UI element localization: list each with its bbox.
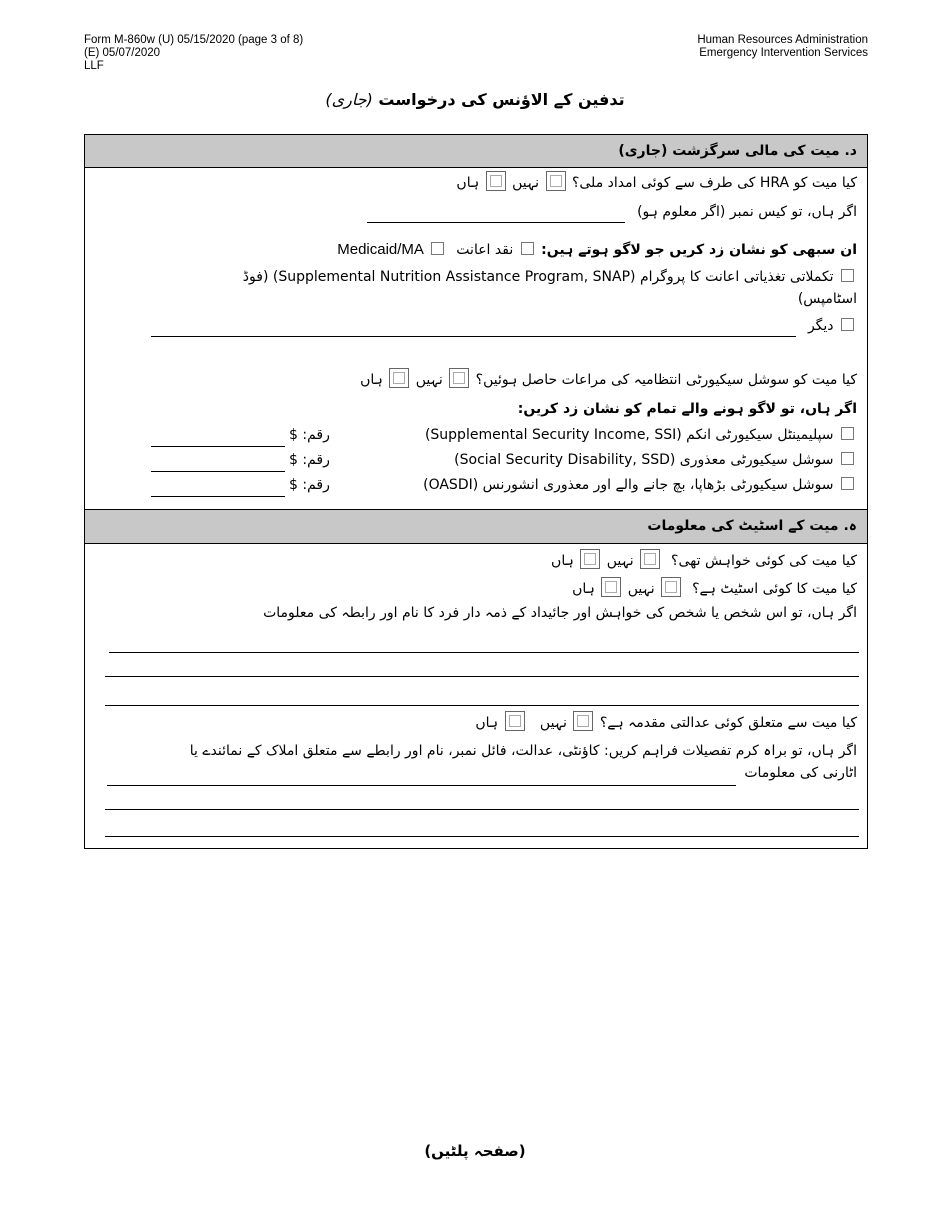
estate-yes-label: ہاں bbox=[572, 581, 595, 597]
responsible-person-field-2[interactable] bbox=[105, 676, 859, 677]
court-yes-label: ہاں bbox=[475, 715, 499, 731]
benefits-row bbox=[337, 241, 857, 258]
estate-no-label: نہیں bbox=[627, 581, 655, 597]
page-title bbox=[0, 90, 950, 109]
estate-no-checkbox[interactable] bbox=[661, 577, 681, 597]
agency-name: Human Resources Administration bbox=[697, 34, 868, 46]
ssa-no-label: نہیں bbox=[415, 372, 443, 388]
page-title-main: تدفین کے الاؤنس کی درخواست bbox=[378, 90, 625, 109]
form-number: Form M-860w (U) 05/15/2020 (page 3 of 8) bbox=[84, 34, 304, 46]
snap-row bbox=[243, 269, 857, 285]
hra-yes-label: ہاں bbox=[456, 175, 480, 191]
section-d-heading: د. میت کی مالی سرگزشت (جاری) bbox=[85, 134, 867, 168]
ssi-row bbox=[425, 427, 857, 443]
court-details-field-2[interactable] bbox=[105, 809, 859, 810]
if-yes-mark-all: اگر ہاں، تو لاگو ہونے والے تمام کو نشان زد کریں: bbox=[517, 401, 857, 417]
hra-yes-checkbox[interactable] bbox=[486, 171, 506, 191]
oasdi-row bbox=[423, 477, 857, 493]
ssd-row bbox=[454, 452, 857, 468]
ssa-question: کیا میت کو سوشل سیکیورٹی انتظامیہ کی مراعات حاصل ہوئیں؟ bbox=[475, 372, 857, 388]
cash-assistance-label: نقد اعانت bbox=[456, 242, 514, 258]
form-id-block bbox=[84, 34, 303, 73]
ssi-checkbox[interactable] bbox=[841, 427, 854, 440]
hra-question: کیا میت کو HRA کی طرف سے کوئی امداد ملی؟ bbox=[571, 175, 857, 191]
form-english-date: (E) 05/07/2020 bbox=[84, 47, 161, 59]
ssd-amount-field[interactable] bbox=[151, 471, 285, 472]
other-field[interactable] bbox=[151, 336, 796, 337]
estate-question: کیا میت کا کوئی اسٹیٹ ہے؟ bbox=[692, 581, 857, 597]
section-e-heading: ہ. میت کے اسٹیٹ کی معلومات bbox=[85, 509, 867, 544]
court-question: کیا میت سے متعلق کوئی عدالتی مقدمہ ہے؟ bbox=[599, 715, 857, 731]
will-question: کیا میت کی کوئی خواہش تھی؟ bbox=[671, 553, 857, 569]
will-question-row bbox=[551, 549, 857, 569]
estate-yes-checkbox[interactable] bbox=[601, 577, 621, 597]
ssa-no-checkbox[interactable] bbox=[449, 368, 469, 388]
will-no-checkbox[interactable] bbox=[640, 549, 660, 569]
medicaid-checkbox[interactable] bbox=[431, 242, 444, 255]
ssa-yes-checkbox[interactable] bbox=[389, 368, 409, 388]
court-details-field-1[interactable] bbox=[107, 785, 736, 786]
case-number-field[interactable] bbox=[367, 222, 625, 223]
ssi-label: سپلیمینٹل سیکیورٹی انکم (Supplemental Security Income, SSI) bbox=[424, 427, 834, 443]
other-checkbox[interactable] bbox=[841, 318, 854, 331]
will-yes-checkbox[interactable] bbox=[580, 549, 600, 569]
snap-label-continued: اسٹامپس) bbox=[797, 291, 857, 307]
case-number-label: اگر ہاں، تو کیس نمبر (اگر معلوم ہو) bbox=[637, 204, 857, 220]
responsible-person-field-3[interactable] bbox=[105, 705, 859, 706]
ssa-question-row bbox=[360, 368, 857, 388]
court-details-label: اگر ہاں، تو براہ کرم تفصیلات فراہم کریں: کاؤنٹی، عدالت، فائل نمبر، نام اور رابطے سے متعلق املاک کے نمائندے یا bbox=[189, 743, 857, 759]
ssd-label: سوشل سیکیورٹی معذوری (Social Security Disability, SSD) bbox=[454, 452, 834, 468]
oasdi-label: سوشل سیکیورٹی بڑھاپا، بچ جانے والے اور معذوری انشورنس (OASDI) bbox=[423, 477, 834, 493]
page-title-continued: (جاری) bbox=[325, 90, 373, 109]
snap-checkbox[interactable] bbox=[841, 269, 854, 282]
oasdi-amount-label: رقم: $ bbox=[289, 477, 330, 493]
will-yes-label: ہاں bbox=[551, 553, 574, 569]
court-details-label-continued: اٹارنی کی معلومات bbox=[744, 765, 857, 781]
court-details-field-3[interactable] bbox=[105, 836, 859, 837]
other-row bbox=[808, 318, 857, 334]
will-no-label: نہیں bbox=[606, 553, 634, 569]
snap-label: تکملاتی تغذیاتی اعانت کا پروگرام (Supplemental Nutrition Assistance Program, SNAP) (فوڈ bbox=[242, 269, 834, 285]
ssi-amount-field[interactable] bbox=[151, 446, 285, 447]
form-language-code: LLF bbox=[84, 60, 104, 72]
medicaid-label: Medicaid/MA bbox=[337, 241, 424, 258]
hra-no-checkbox[interactable] bbox=[546, 171, 566, 191]
cash-assistance-checkbox[interactable] bbox=[521, 242, 534, 255]
turn-page-note: (صفحہ پلٹیں) bbox=[424, 1142, 526, 1160]
form-box bbox=[84, 134, 868, 849]
check-all-label: ان سبھی کو نشان زد کریں جو لاگو ہوتے ہیں: bbox=[541, 242, 857, 258]
snap-row-continued bbox=[798, 291, 857, 307]
agency-block bbox=[697, 34, 868, 60]
hra-no-label: نہیں bbox=[512, 175, 540, 191]
ssa-yes-label: ہاں bbox=[360, 372, 383, 388]
hra-question-row bbox=[456, 171, 857, 191]
court-yes-checkbox[interactable] bbox=[505, 711, 525, 731]
court-no-label: نہیں bbox=[539, 715, 567, 731]
case-number-row bbox=[637, 204, 857, 220]
oasdi-amount-field[interactable] bbox=[151, 496, 285, 497]
agency-division: Emergency Intervention Services bbox=[699, 47, 868, 59]
ssd-checkbox[interactable] bbox=[841, 452, 854, 465]
ssd-amount-label: رقم: $ bbox=[289, 452, 330, 468]
other-label: دیگر bbox=[807, 318, 834, 334]
court-question-row bbox=[475, 711, 857, 731]
court-no-checkbox[interactable] bbox=[573, 711, 593, 731]
oasdi-checkbox[interactable] bbox=[841, 477, 854, 490]
responsible-person-label: اگر ہاں، تو اس شخص یا شخص کی خواہش اور جائیداد کے ذمہ دار فرد کا نام اور رابطہ کی معلومات bbox=[263, 605, 857, 621]
ssi-amount-label: رقم: $ bbox=[289, 427, 330, 443]
estate-question-row bbox=[572, 577, 857, 597]
responsible-person-field-1[interactable] bbox=[109, 652, 859, 653]
